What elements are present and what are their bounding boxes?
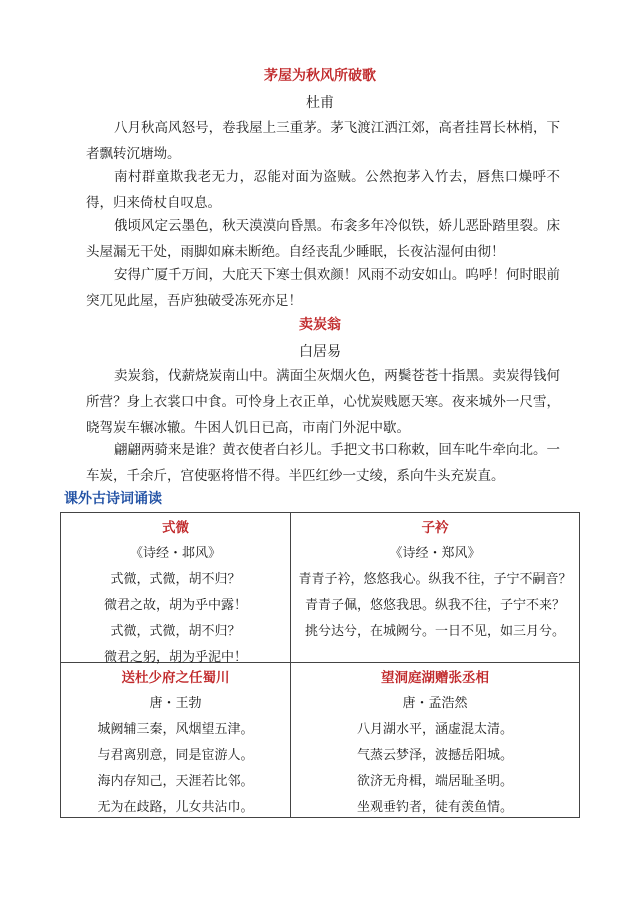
poem-line: 海内存知己，天涯若比邻。: [97, 774, 254, 789]
poem-cell-source: 《诗经・郑风》: [389, 546, 481, 561]
poem-author: 杜甫: [306, 95, 334, 111]
poem-line: 无为在歧路，儿女共沾巾。: [97, 800, 254, 815]
poem-line: 青青子衿，悠悠我心。纵我不往，子宁不嗣音？: [298, 572, 572, 587]
poem-line: 气蒸云梦泽，波撼岳阳城。: [356, 748, 513, 763]
poem-paragraph: 俄顷风定云墨色，秋天漠漠向昏黑。布衾多年冷似铁，娇儿恶卧踏里裂。床头屋漏无干处，雨脚如麻未断绝。自经丧乱少睡眠，长夜沾湿何由彻！: [86, 218, 560, 260]
poem-cell-source: 唐・孟浩然: [402, 696, 468, 711]
poem-cell-title: 式微: [162, 520, 189, 536]
poem-cell-title: 子衿: [421, 520, 449, 536]
poem-line: 八月湖水平，涵虚混太清。: [356, 722, 513, 737]
poem-line: 微君之故，胡为乎中露！: [103, 598, 247, 613]
poem-table: [60, 512, 580, 818]
poem-cell: [61, 513, 291, 663]
poem-paragraph: 翩翩两骑来是谁？黄衣使者白衫儿。手把文书口称敕，回车叱牛牵向北。一车炭，千余斤，宫使驱将惜不得。半匹红纱一丈绫，系向牛头充炭直。: [86, 442, 560, 484]
poem-title: 卖炭翁: [299, 317, 341, 333]
poem-cell: [291, 513, 579, 663]
poem-line: 坐观垂钓者，徒有羡鱼情。: [356, 800, 513, 815]
poem-paragraph: 卖炭翁，伐薪烧炭南山中。满面尘灰烟火色，两鬓苍苍十指黑。卖炭得钱何所营？身上衣裳口中食。可怜身上衣正单，心忧炭贱愿天寒。夜来城外一尺雪，晓驾炭车辗冰辙。牛困人饥日已高，市南门外泥中歇。: [86, 368, 560, 436]
poem-line: 微君之躬，胡为乎泥中！: [103, 650, 247, 665]
poem-line: 挑兮达兮，在城阙兮。一日不见，如三月兮。: [304, 624, 565, 639]
poem-cell: [291, 663, 579, 817]
poem-author: 白居易: [299, 344, 341, 360]
poem-title: 茅屋为秋风所破歌: [264, 68, 376, 84]
poem-line: 青青子佩，悠悠我思。纵我不往，子宁不来？: [304, 598, 565, 613]
poem-paragraph: 南村群童欺我老无力，忍能对面为盗贼。公然抱茅入竹去，唇焦口燥呼不得，归来倚杖自叹息。: [86, 169, 560, 211]
poem-line: 式微，式微，胡不归？: [110, 572, 241, 587]
poem-line: 城阙辅三秦，风烟望五津。: [97, 722, 254, 737]
poem-paragraph: 八月秋高风怒号，卷我屋上三重茅。茅飞渡江洒江郊，高者挂罥长林梢，下者飘转沉塘坳。: [86, 120, 560, 162]
poem-paragraph: 安得广厦千万间，大庇天下寒士俱欢颜！风雨不动安如山。呜呼！何时眼前突兀见此屋，吾庐独破受冻死亦足！: [86, 267, 560, 309]
poem-line: 式微，式微，胡不归？: [110, 624, 241, 639]
poem-line: 欲济无舟楫，端居耻圣明。: [356, 774, 513, 789]
poem-cell-title: 望洞庭湖赠张丞相: [381, 670, 489, 686]
poem-line: 与君离别意，同是宦游人。: [97, 748, 254, 763]
poem-cell-source: 唐・王勃: [149, 696, 202, 711]
poem-cell-source: 《诗经・邶风》: [129, 546, 221, 561]
poem-cell-title: 送杜少府之任蜀川: [121, 670, 230, 686]
poem-cell: [61, 663, 291, 817]
section-heading: 课外古诗词诵读: [64, 491, 162, 507]
